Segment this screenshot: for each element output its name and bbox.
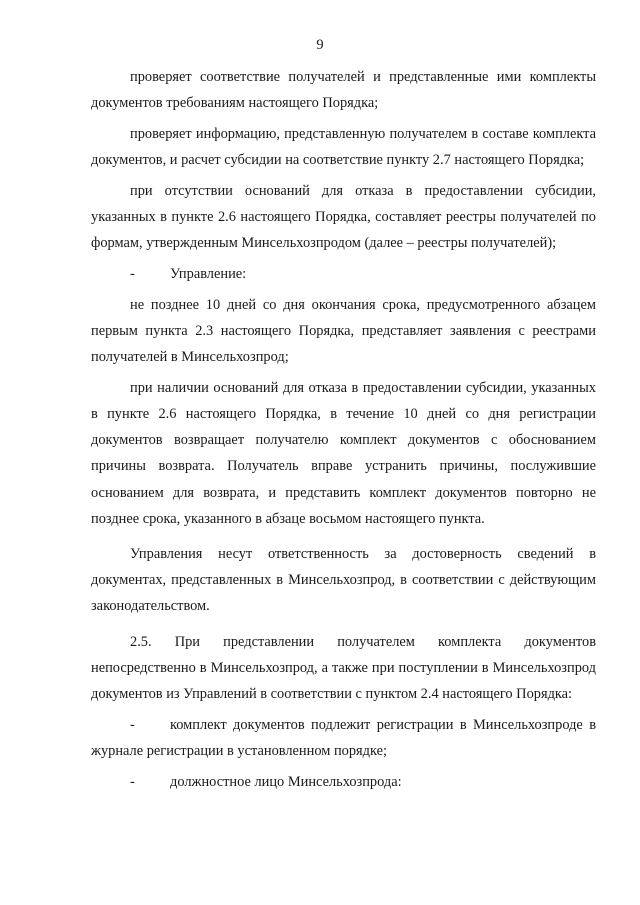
dash-list-item <box>91 261 596 287</box>
body-text <box>91 64 596 799</box>
dash-item-text: Управление: <box>170 265 247 282</box>
dash-item-text: должностное лицо Минсельхозпрода: <box>170 773 402 790</box>
paragraph: 2.5. При представлении получателем комплекта документов непосредственно в Минсельхозпрод, а также при поступлении в Минсельхозпрод документов из Управлений в соответствии с пунктом 2.4 настоящего Порядка: <box>91 633 596 702</box>
paragraph: Управления несут ответственность за достоверность сведений в документах, представленных в Минсельхозпрод, в соответствии с действующим законодательством. <box>91 545 596 615</box>
paragraph: проверяет информацию, представленную получателем в составе комплекта документов, и расчет субсидии на соответствие пункту 2.7 настоящего Порядка; <box>91 125 596 169</box>
dash-list-item <box>91 769 596 795</box>
dash-marker: - <box>130 265 135 282</box>
paragraph: не позднее 10 дней со дня окончания срока, предусмотренного абзацем первым пункта 2.3 настоящего Порядка, представляет заявления с реестрами получателей в Минсельхозпрод; <box>91 296 596 366</box>
paragraph: при наличии оснований для отказа в предоставлении субсидии, указанных в пункте 2.6 настоящего Порядка, в течение 10 дней со дня регистрации документов возвращает получателю комплект документов с обоснованием причины возврата. Получатель вправе устранить причины, послужившие основанием для возврата, и представить комплект документов повторно не позднее срока, указанного в абзаце восьмом настоящего пункта. <box>91 379 596 527</box>
dash-marker: - <box>130 773 135 790</box>
dash-marker: - <box>130 716 135 733</box>
paragraph: проверяет соответствие получателей и представленные ими комплекты документов требованиям настоящего Порядка; <box>91 69 596 112</box>
dash-list-item <box>91 712 596 764</box>
dash-item-text: комплект документов подлежит регистрации в Минсельхозпроде в журнале регистрации в установленном порядке; <box>91 716 596 759</box>
paragraph: при отсутствии оснований для отказа в предоставлении субсидии, указанных в пункте 2.6 настоящего Порядка, составляет реестры получателей по формам, утвержденным Минсельхозпродом (далее – реестры получателей); <box>91 182 596 252</box>
page-number: 9 <box>316 37 324 53</box>
